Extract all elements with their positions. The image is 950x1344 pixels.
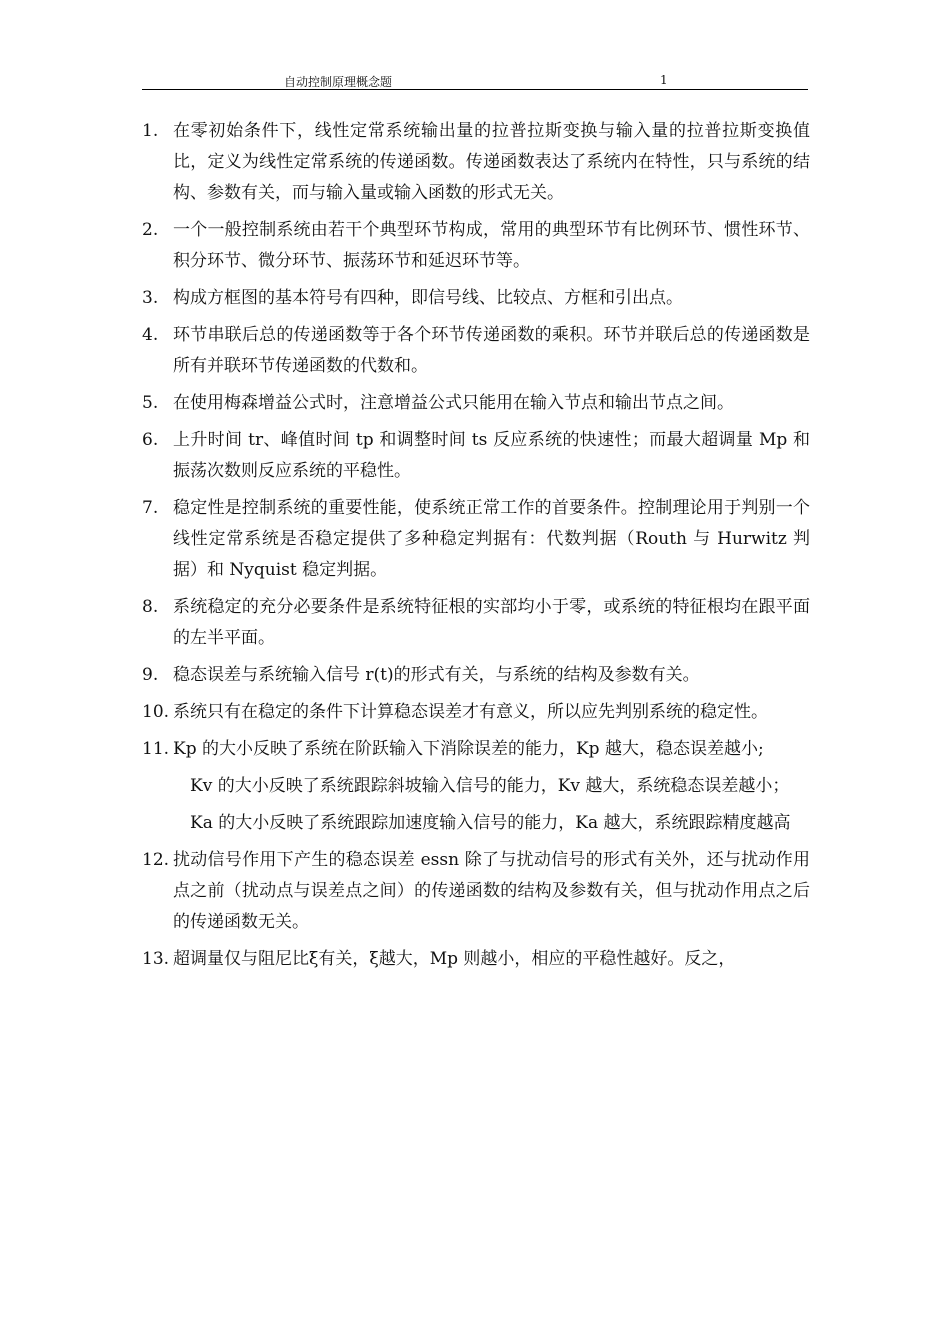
item-text: Kp 的大小反映了系统在阶跃输入下消除误差的能力，Kp 越大，稳态误差越小; [173,739,764,759]
list-item [142,944,810,975]
item-number: 9. [142,665,159,685]
page-header [142,60,808,90]
list-item [142,425,810,487]
item-number: 6. [142,430,159,450]
item-number: 1. [142,121,159,141]
item-text: 一个一般控制系统由若干个典型环节构成，常用的典型环节有比例环节、惯性环节、积分环节、微分环节、振荡环节和延迟环节等。 [173,220,810,271]
item-text: 在零初始条件下，线性定常系统输出量的拉普拉斯变换与输入量的拉普拉斯变换值比，定义为线性定常系统的传递函数。传递函数表达了系统内在特性，只与系统的结构、参数有关，而与输入量或输入函数的形式无关。 [173,121,810,203]
list-item [142,283,810,314]
list-item [142,592,810,654]
item-text: 构成方框图的基本符号有四种，即信号线、比较点、方框和引出点。 [173,288,683,308]
list-item [142,734,810,765]
list-item [142,116,810,209]
header-title: 自动控制原理概念题 [284,75,393,89]
item-number: 2. [142,220,159,240]
paragraph-ka: Ka 的大小反映了系统跟踪加速度输入信号的能力，Ka 越大，系统跟踪精度越高 [190,813,791,833]
item-number: 12. [142,850,170,870]
item-number: 5. [142,393,159,413]
document-body [142,116,810,975]
list-item [142,697,810,728]
item-number: 11. [142,739,170,759]
list-item [142,320,810,382]
item-number: 3. [142,288,159,308]
paragraph-kv: Kv 的大小反映了系统跟踪斜坡输入信号的能力，Kv 越大，系统稳态误差越小； [190,776,790,796]
item-number: 7. [142,498,159,518]
item-number: 8. [142,597,159,617]
list-item [142,493,810,586]
header-page-number: 1 [660,73,668,87]
item-text: 稳态误差与系统输入信号 r(t)的形式有关，与系统的结构及参数有关。 [173,665,700,685]
list-item [142,660,810,691]
item-number: 13. [142,949,170,969]
item-text: 环节串联后总的传递函数等于各个环节传递函数的乘积。环节并联后总的传递函数是所有并联环节传递函数的代数和。 [173,325,810,376]
list-item [142,845,810,938]
item-text: 超调量仅与阻尼比ξ有关，ξ越大，Mp 则越小，相应的平稳性越好。反之， [173,949,736,969]
item-text: 稳定性是控制系统的重要性能，使系统正常工作的首要条件。控制理论用于判别一个线性定常系统是否稳定提供了多种稳定判据有：代数判据（Routh 与 Hurwitz 判据）和 Nyquist 稳定判据。 [173,498,810,580]
list-item [142,388,810,419]
item-number: 10. [142,702,170,722]
item-text: 在使用梅森增益公式时，注意增益公式只能用在输入节点和输出节点之间。 [173,393,734,413]
item-text: 系统稳定的充分必要条件是系统特征根的实部均小于零，或系统的特征根均在跟平面的左半平面。 [173,597,810,648]
item-number: 4. [142,325,159,345]
item-text: 系统只有在稳定的条件下计算稳态误差才有意义，所以应先判别系统的稳定性。 [173,702,768,722]
item-text: 扰动信号作用下产生的稳态误差 essn 除了与扰动信号的形式有关外，还与扰动作用点之前（扰动点与误差点之间）的传递函数的结构及参数有关，但与扰动作用点之后的传递函数无关。 [173,850,810,932]
list-item [142,215,810,277]
item-text: 上升时间 tr、峰值时间 tp 和调整时间 ts 反应系统的快速性；而最大超调量 Mp 和振荡次数则反应系统的平稳性。 [173,430,810,481]
